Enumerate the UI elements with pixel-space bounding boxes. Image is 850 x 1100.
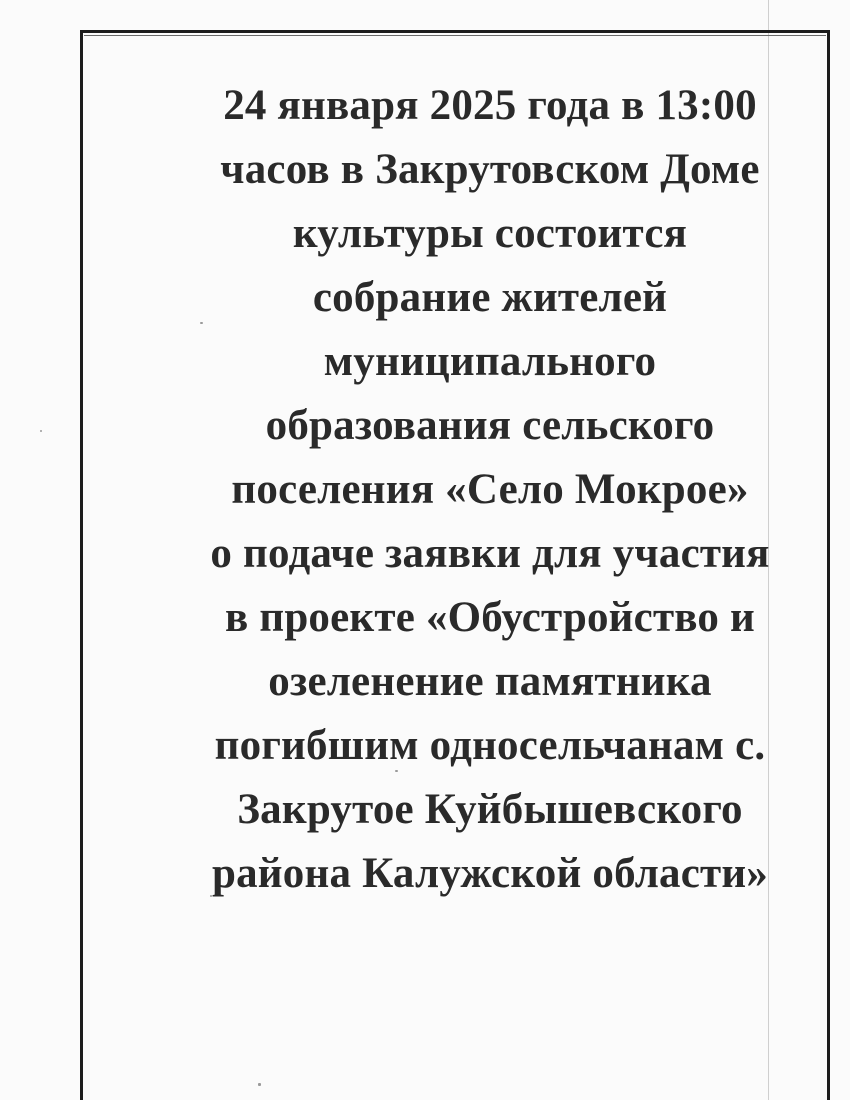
scan-speck	[258, 1083, 261, 1086]
announcement-line: собрание жителей	[312, 274, 668, 321]
announcement-line: часов в Закрутовском Доме	[220, 146, 760, 193]
announcement-line: в проекте «Обустройство и	[224, 594, 756, 641]
announcement-line: района Калужской области»	[211, 850, 769, 897]
frame-top-inner-line	[84, 35, 826, 36]
announcement-line: Закрутое Куйбышевского	[237, 786, 743, 833]
announcement-paragraph-1	[150, 74, 830, 522]
announcement-line: погибшим односельчанам с.	[214, 722, 766, 769]
scan-speck	[40, 430, 42, 432]
announcement-line: муниципального	[323, 338, 657, 385]
announcement-line: 24 января 2025 года в 13:00	[223, 82, 757, 129]
announcement-line: озеленение памятника	[268, 658, 712, 705]
announcement-line: о подаче заявки для участия	[210, 530, 770, 577]
scan-speck	[395, 770, 398, 772]
announcement-line: образования сельского	[265, 402, 715, 449]
announcement-line: культуры состоится	[292, 210, 688, 257]
scan-speck	[210, 895, 212, 897]
announcement-paragraph-2	[145, 522, 835, 906]
scan-speck	[200, 322, 203, 324]
announcement-line: поселения «Село Мокрое»	[231, 466, 749, 513]
